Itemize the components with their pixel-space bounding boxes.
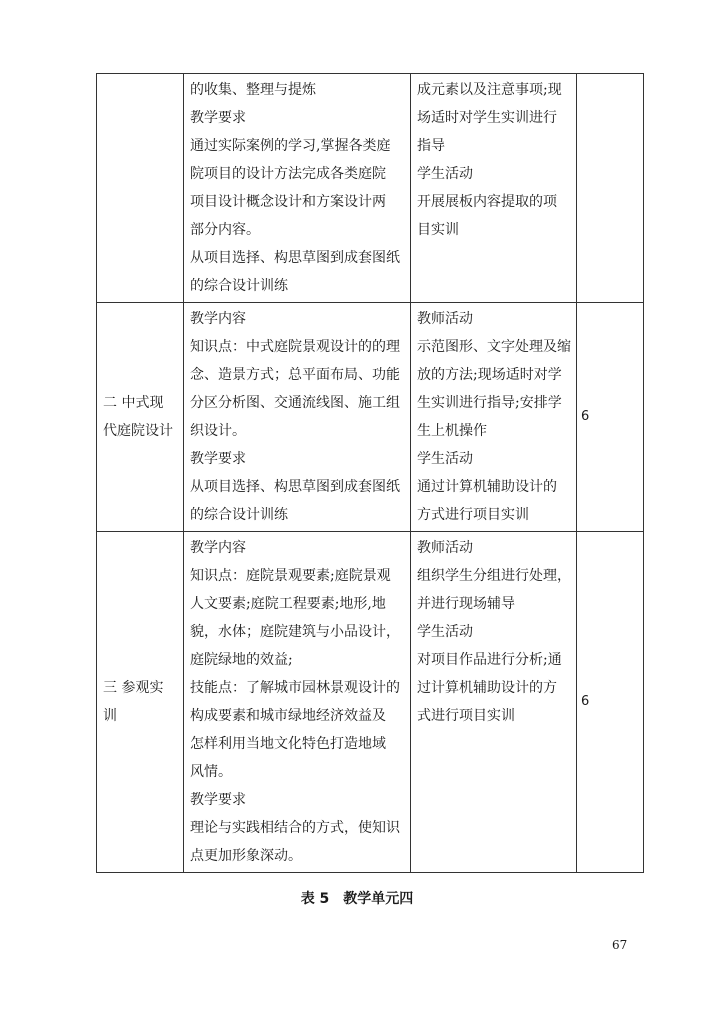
hours-cell: [577, 303, 644, 532]
activity-cell-line: 指导: [417, 138, 445, 154]
content-cell-line: 的收集、整理与提炼: [190, 82, 316, 98]
activity-cell-line: 教师活动: [417, 540, 473, 556]
activity-cell-inner: [411, 74, 576, 246]
content-cell-line: 理论与实践相结合的方式，使知识: [190, 820, 400, 836]
hours-cell-value: 6: [581, 409, 590, 424]
activity-cell-line: 成元素以及注意事项;现: [417, 82, 562, 98]
unit-name-cell-line: 训: [103, 708, 117, 724]
content-cell-line: 的综合设计训练: [190, 507, 288, 523]
activity-cell-line: 场适时对学生实训进行: [417, 110, 557, 126]
activity-cell: [411, 532, 577, 873]
unit-name-cell-inner: [97, 674, 183, 730]
content-cell-line: 技能点：了解城市园林景观设计的: [190, 680, 400, 696]
activity-cell-line: 生上机操作: [417, 423, 487, 439]
activity-cell-line: 生实训进行指导;安排学: [417, 395, 562, 411]
activity-cell-line: 组织学生分组进行处理，: [417, 568, 571, 584]
hours-cell-inner: [577, 403, 643, 431]
unit-name-cell: [97, 74, 184, 303]
content-cell-line: 念、造景方式；总平面布局、功能: [190, 367, 400, 383]
activity-cell-line: 开展展板内容提取的项: [417, 194, 557, 210]
unit-name-cell-inner: [97, 389, 183, 445]
content-cell: [184, 532, 411, 873]
unit-name-cell-line: 三 参观实: [103, 680, 164, 696]
table-row: [97, 532, 644, 873]
unit-name-cell: [97, 532, 184, 873]
activity-cell-inner: [411, 532, 576, 732]
content-cell-line: 貌，水体；庭院建筑与小品设计，: [190, 624, 400, 640]
activity-cell-line: 学生活动: [417, 624, 473, 640]
content-cell-line: 通过实际案例的学习,掌握各类庭: [190, 138, 391, 154]
unit-name-cell-line: 二 中式现: [103, 395, 164, 411]
content-cell-line: 教学要求: [190, 792, 246, 808]
content-cell-line: 教学要求: [190, 110, 246, 126]
activity-cell-line: 方式进行项目实训: [417, 507, 529, 523]
activity-cell-line: 学生活动: [417, 451, 473, 467]
activity-cell: [411, 74, 577, 303]
content-cell-line: 怎样利用当地文化特色打造地域: [190, 736, 386, 752]
hours-cell: [577, 532, 644, 873]
content-cell-line: 人文要素;庭院工程要素;地形,地: [190, 596, 386, 612]
table-row: [97, 74, 644, 303]
content-cell-line: 教学要求: [190, 451, 246, 467]
content-cell-line: 点更加形象深动。: [190, 848, 302, 864]
content-cell-line: 院项目的设计方法完成各类庭院: [190, 166, 386, 182]
content-cell: [184, 303, 411, 532]
content-cell-line: 的综合设计训练: [190, 278, 288, 294]
content-cell-line: 知识点：庭院景观要素;庭院景观: [190, 568, 391, 584]
activity-cell-line: 并进行现场辅导: [417, 596, 515, 612]
content-cell-line: 知识点：中式庭院景观设计的的理: [190, 339, 400, 355]
table-body: [97, 74, 644, 873]
unit-name-cell-line: 代庭院设计: [103, 423, 173, 439]
content-cell-line: 项目设计概念设计和方案设计两: [190, 194, 386, 210]
activity-cell-inner: [411, 303, 576, 531]
content-cell-line: 构成要素和城市绿地经济效益及: [190, 708, 386, 724]
content-cell-inner: [184, 532, 410, 872]
activity-cell-line: 教师活动: [417, 311, 473, 327]
unit-name-cell: [97, 303, 184, 532]
table-row: [97, 303, 644, 532]
content-cell: [184, 74, 411, 303]
activity-cell-line: 目实训: [417, 222, 459, 238]
activity-cell-line: 过计算机辅助设计的方: [417, 680, 557, 696]
content-cell-line: 分区分析图、交通流线图、施工组: [190, 395, 400, 411]
activity-cell-line: 放的方法;现场适时对学: [417, 367, 562, 383]
content-cell-line: 庭院绿地的效益;: [190, 652, 293, 668]
activity-cell-line: 式进行项目实训: [417, 708, 515, 724]
content-cell-line: 从项目选择、构思草图到成套图纸: [190, 250, 400, 266]
teaching-unit-table: [96, 73, 644, 873]
table-caption: 表 5 教学单元四: [300, 891, 414, 907]
activity-cell-line: 示范图形、文字处理及缩: [417, 339, 571, 355]
activity-cell-line: 学生活动: [417, 166, 473, 182]
content-cell-line: 教学内容: [190, 540, 246, 556]
hours-cell: [577, 74, 644, 303]
content-cell-line: 风情。: [190, 764, 232, 780]
page-number: 67: [612, 938, 628, 952]
content-cell-line: 教学内容: [190, 311, 246, 327]
content-cell-line: 织设计。: [190, 423, 246, 439]
activity-cell-line: 对项目作品进行分析;通: [417, 652, 562, 668]
hours-cell-inner: [577, 688, 643, 716]
content-cell-line: 从项目选择、构思草图到成套图纸: [190, 479, 400, 495]
content-cell-line: 部分内容。: [190, 222, 260, 238]
content-cell-inner: [184, 303, 410, 531]
content-cell-inner: [184, 74, 410, 302]
hours-cell-value: 6: [581, 694, 590, 709]
activity-cell-line: 通过计算机辅助设计的: [417, 479, 557, 495]
activity-cell: [411, 303, 577, 532]
